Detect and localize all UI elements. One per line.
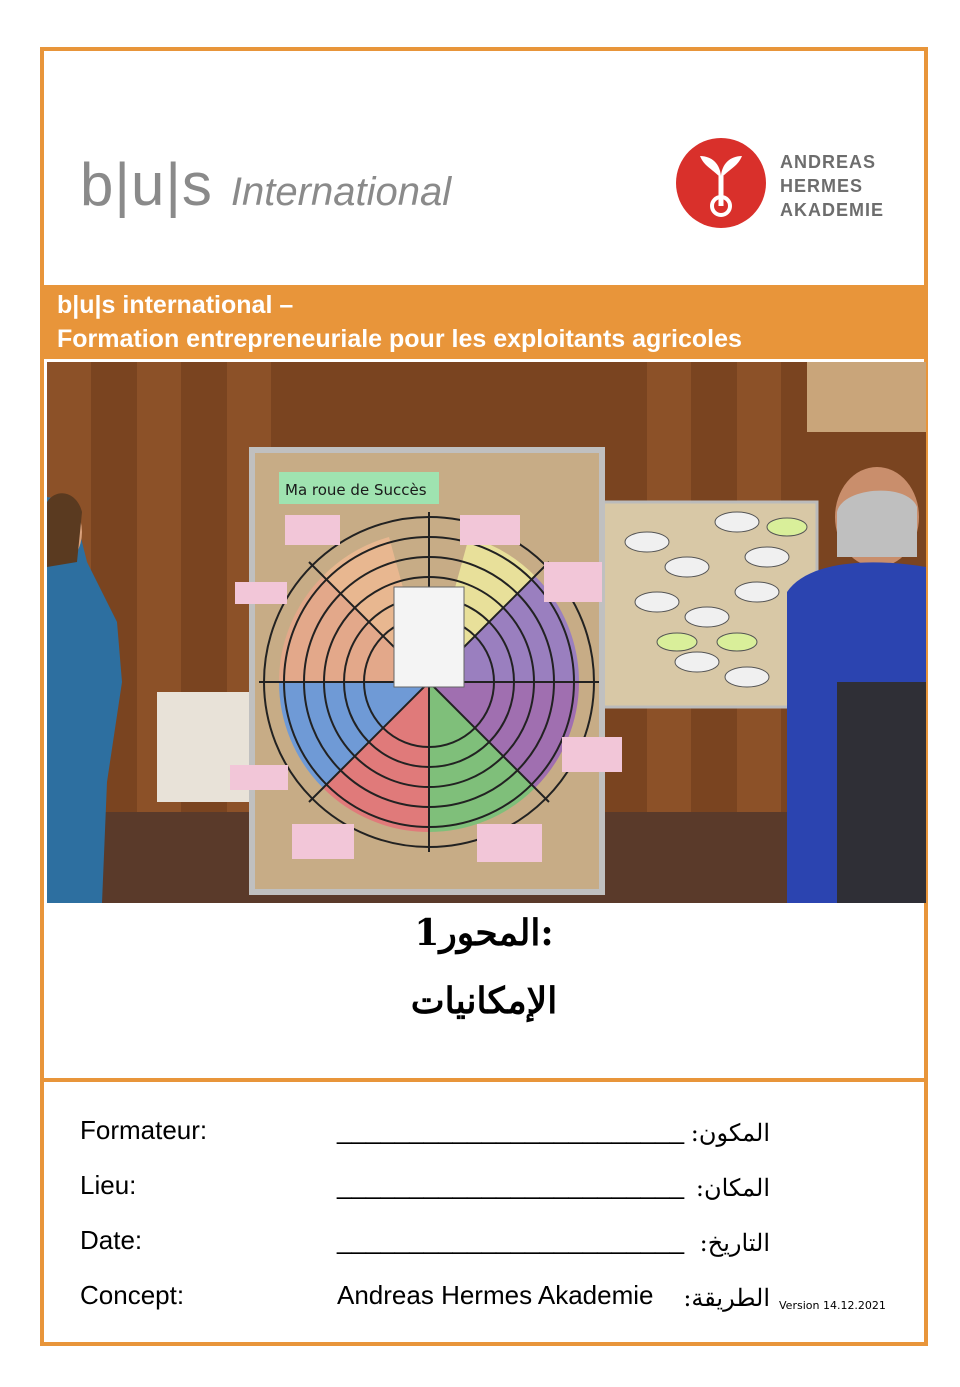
concept-value: Andreas Hermes Akademie xyxy=(337,1280,654,1310)
version-note: Version 14.12.2021 xyxy=(779,1299,886,1312)
axis-title: المحور1: xyxy=(414,912,554,954)
formateur-field: ________________________ xyxy=(337,1115,685,1145)
formateur-label-ar: المكون: xyxy=(690,1119,770,1147)
poster-title: Ma roue de Succès xyxy=(285,481,427,499)
bus-international-logo xyxy=(80,150,451,219)
aha-seedling-icon xyxy=(676,138,766,228)
lieu-label: Lieu: xyxy=(80,1170,137,1200)
concept-label: Concept: xyxy=(80,1280,185,1310)
date-field: ________________________ xyxy=(337,1225,685,1255)
section-divider xyxy=(44,1078,924,1082)
title-banner xyxy=(44,285,924,359)
bus-mark: b|u|s xyxy=(80,151,213,218)
workshop-photo xyxy=(47,362,926,903)
lieu-label-ar: المكان: xyxy=(695,1174,770,1202)
aha-wordmark xyxy=(780,150,884,222)
axis-subtitle: الإمكانيات xyxy=(410,980,558,1022)
lieu-field: ________________________ xyxy=(337,1170,685,1200)
form-row-concept xyxy=(80,1280,900,1320)
date-label: Date: xyxy=(80,1225,143,1255)
date-label-ar: التاريخ: xyxy=(699,1229,770,1257)
banner-line-1: b|u|s international – xyxy=(57,291,294,319)
form-row-date xyxy=(80,1225,900,1265)
form-row-formateur xyxy=(80,1115,900,1155)
form-row-lieu xyxy=(80,1170,900,1210)
aha-line-andreas: ANDREAS xyxy=(780,152,877,172)
banner-line-2: Formation entrepreneuriale pour les exploitants agricoles xyxy=(57,325,742,353)
bus-international-text: International xyxy=(230,170,452,214)
aha-line-akademie: AKADEMIE xyxy=(780,200,885,220)
andreas-hermes-akademie-logo xyxy=(676,138,906,230)
aha-line-hermes: HERMES xyxy=(780,176,864,196)
concept-label-ar: الطريقة: xyxy=(683,1284,770,1312)
formateur-label: Formateur: xyxy=(80,1115,208,1145)
